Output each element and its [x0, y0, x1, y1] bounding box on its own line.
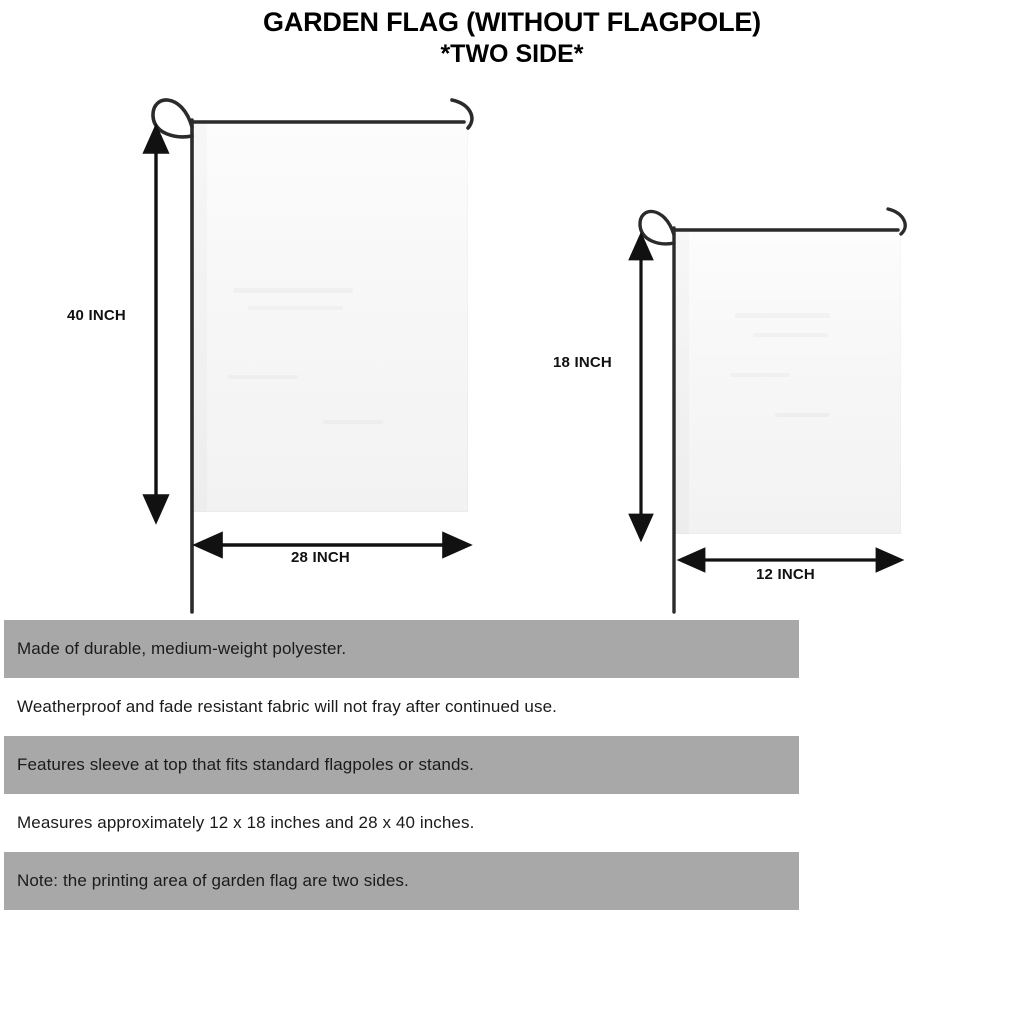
small-width-label: 12 INCH [756, 566, 815, 583]
list-item [4, 678, 799, 736]
large-flag-stand [153, 100, 472, 612]
small-flag-stand [640, 209, 905, 612]
list-item [4, 620, 799, 678]
feature-text: Measures approximately 12 x 18 inches and 28 x 40 inches. [17, 813, 475, 832]
title-line-2: *TWO SIDE* [440, 40, 584, 68]
feature-text: Features sleeve at top that fits standard flagpoles or stands. [17, 755, 474, 774]
title-line-1: GARDEN FLAG (WITHOUT FLAGPOLE) [263, 7, 761, 37]
large-height-label: 40 INCH [67, 307, 126, 324]
large-width-label: 28 INCH [291, 549, 350, 566]
feature-text: Note: the printing area of garden flag are two sides. [17, 871, 409, 890]
feature-text: Made of durable, medium-weight polyester. [17, 639, 347, 658]
small-height-label: 18 INCH [553, 354, 612, 371]
feature-text: Weatherproof and fade resistant fabric will not fray after continued use. [17, 697, 557, 716]
feature-list [4, 620, 799, 910]
list-item [4, 736, 799, 794]
list-item [4, 852, 799, 910]
list-item [4, 794, 799, 852]
